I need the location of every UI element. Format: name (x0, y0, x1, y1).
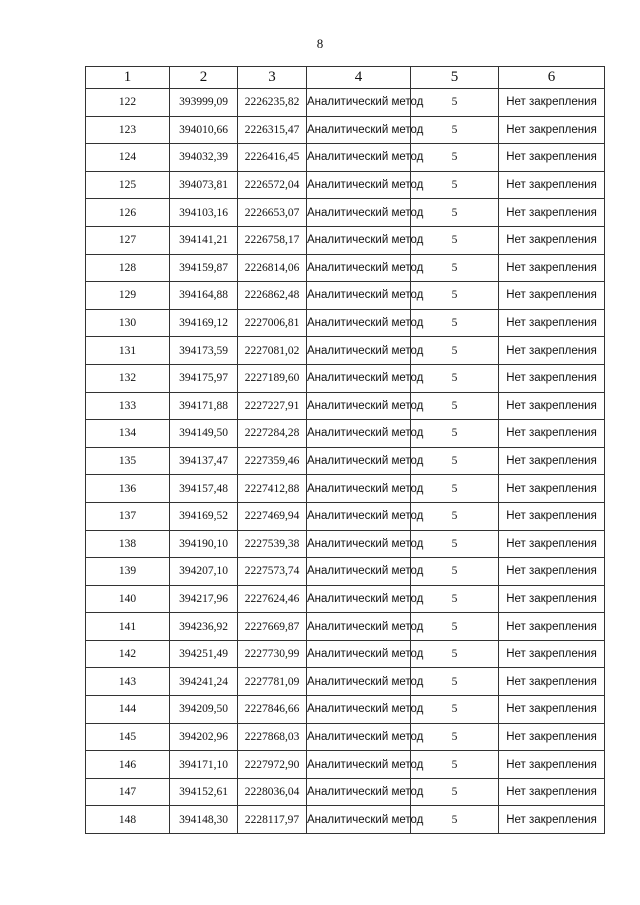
point-number-cell: 146 (86, 751, 170, 779)
x-coordinate-cell: 394152,61 (170, 778, 238, 806)
method-cell: Аналитический метод (307, 337, 411, 365)
fixation-cell: Нет закрепления (499, 613, 605, 641)
column-header: 6 (499, 67, 605, 89)
y-coordinate-cell: 2226758,17 (238, 226, 307, 254)
point-number-cell: 127 (86, 226, 170, 254)
y-coordinate-cell: 2226416,45 (238, 144, 307, 172)
accuracy-cell: 5 (411, 337, 499, 365)
y-coordinate-cell: 2227624,46 (238, 585, 307, 613)
method-cell: Аналитический метод (307, 640, 411, 668)
table-row (86, 309, 605, 337)
table-row (86, 668, 605, 696)
fixation-cell: Нет закрепления (499, 116, 605, 144)
point-number-cell: 148 (86, 806, 170, 834)
table-row (86, 116, 605, 144)
x-coordinate-cell: 394241,24 (170, 668, 238, 696)
accuracy-cell: 5 (411, 613, 499, 641)
x-coordinate-cell: 394169,52 (170, 502, 238, 530)
table-row (86, 171, 605, 199)
y-coordinate-cell: 2227781,09 (238, 668, 307, 696)
table-row (86, 89, 605, 117)
table-row (86, 806, 605, 834)
accuracy-cell: 5 (411, 116, 499, 144)
method-cell: Аналитический метод (307, 364, 411, 392)
table-row (86, 613, 605, 641)
point-number-cell: 142 (86, 640, 170, 668)
method-cell: Аналитический метод (307, 668, 411, 696)
point-number-cell: 147 (86, 778, 170, 806)
y-coordinate-cell: 2227730,99 (238, 640, 307, 668)
y-coordinate-cell: 2227539,38 (238, 530, 307, 558)
method-cell: Аналитический метод (307, 723, 411, 751)
point-number-cell: 137 (86, 502, 170, 530)
y-coordinate-cell: 2226315,47 (238, 116, 307, 144)
method-cell: Аналитический метод (307, 420, 411, 448)
fixation-cell: Нет закрепления (499, 309, 605, 337)
method-cell: Аналитический метод (307, 392, 411, 420)
fixation-cell: Нет закрепления (499, 668, 605, 696)
x-coordinate-cell: 394148,30 (170, 806, 238, 834)
x-coordinate-cell: 394236,92 (170, 613, 238, 641)
table-row (86, 254, 605, 282)
accuracy-cell: 5 (411, 171, 499, 199)
y-coordinate-cell: 2226235,82 (238, 89, 307, 117)
accuracy-cell: 5 (411, 778, 499, 806)
point-number-cell: 134 (86, 420, 170, 448)
y-coordinate-cell: 2227412,88 (238, 475, 307, 503)
fixation-cell: Нет закрепления (499, 447, 605, 475)
x-coordinate-cell: 394149,50 (170, 420, 238, 448)
x-coordinate-cell: 394164,88 (170, 282, 238, 310)
point-number-cell: 124 (86, 144, 170, 172)
x-coordinate-cell: 394073,81 (170, 171, 238, 199)
accuracy-cell: 5 (411, 502, 499, 530)
point-number-cell: 144 (86, 696, 170, 724)
fixation-cell: Нет закрепления (499, 226, 605, 254)
point-number-cell: 138 (86, 530, 170, 558)
accuracy-cell: 5 (411, 420, 499, 448)
accuracy-cell: 5 (411, 696, 499, 724)
x-coordinate-cell: 394202,96 (170, 723, 238, 751)
point-number-cell: 122 (86, 89, 170, 117)
x-coordinate-cell: 394209,50 (170, 696, 238, 724)
accuracy-cell: 5 (411, 640, 499, 668)
table-row (86, 502, 605, 530)
fixation-cell: Нет закрепления (499, 282, 605, 310)
table-row (86, 144, 605, 172)
x-coordinate-cell: 394171,88 (170, 392, 238, 420)
x-coordinate-cell: 394251,49 (170, 640, 238, 668)
fixation-cell: Нет закрепления (499, 696, 605, 724)
y-coordinate-cell: 2228117,97 (238, 806, 307, 834)
x-coordinate-cell: 394190,10 (170, 530, 238, 558)
column-header: 3 (238, 67, 307, 89)
x-coordinate-cell: 394171,10 (170, 751, 238, 779)
point-number-cell: 125 (86, 171, 170, 199)
method-cell: Аналитический метод (307, 226, 411, 254)
x-coordinate-cell: 394141,21 (170, 226, 238, 254)
method-cell: Аналитический метод (307, 585, 411, 613)
table-row (86, 282, 605, 310)
column-header: 2 (170, 67, 238, 89)
accuracy-cell: 5 (411, 199, 499, 227)
y-coordinate-cell: 2227868,03 (238, 723, 307, 751)
point-number-cell: 145 (86, 723, 170, 751)
method-cell: Аналитический метод (307, 282, 411, 310)
x-coordinate-cell: 394173,59 (170, 337, 238, 365)
fixation-cell: Нет закрепления (499, 530, 605, 558)
accuracy-cell: 5 (411, 226, 499, 254)
x-coordinate-cell: 394103,16 (170, 199, 238, 227)
table-row (86, 364, 605, 392)
accuracy-cell: 5 (411, 447, 499, 475)
y-coordinate-cell: 2227227,91 (238, 392, 307, 420)
x-coordinate-cell: 394169,12 (170, 309, 238, 337)
y-coordinate-cell: 2226572,04 (238, 171, 307, 199)
point-number-cell: 135 (86, 447, 170, 475)
accuracy-cell: 5 (411, 144, 499, 172)
fixation-cell: Нет закрепления (499, 778, 605, 806)
fixation-cell: Нет закрепления (499, 364, 605, 392)
method-cell: Аналитический метод (307, 502, 411, 530)
table-body (86, 89, 605, 834)
table-row (86, 723, 605, 751)
accuracy-cell: 5 (411, 530, 499, 558)
table-row (86, 475, 605, 503)
point-number-cell: 128 (86, 254, 170, 282)
fixation-cell: Нет закрепления (499, 558, 605, 586)
fixation-cell: Нет закрепления (499, 171, 605, 199)
x-coordinate-cell: 394010,66 (170, 116, 238, 144)
y-coordinate-cell: 2227469,94 (238, 502, 307, 530)
fixation-cell: Нет закрепления (499, 337, 605, 365)
point-number-cell: 136 (86, 475, 170, 503)
method-cell: Аналитический метод (307, 558, 411, 586)
table-row (86, 530, 605, 558)
y-coordinate-cell: 2226653,07 (238, 199, 307, 227)
column-header: 1 (86, 67, 170, 89)
fixation-cell: Нет закрепления (499, 806, 605, 834)
point-number-cell: 123 (86, 116, 170, 144)
x-coordinate-cell: 394217,96 (170, 585, 238, 613)
accuracy-cell: 5 (411, 668, 499, 696)
fixation-cell: Нет закрепления (499, 585, 605, 613)
fixation-cell: Нет закрепления (499, 475, 605, 503)
point-number-cell: 143 (86, 668, 170, 696)
method-cell: Аналитический метод (307, 309, 411, 337)
point-number-cell: 132 (86, 364, 170, 392)
fixation-cell: Нет закрепления (499, 751, 605, 779)
point-number-cell: 131 (86, 337, 170, 365)
fixation-cell: Нет закрепления (499, 392, 605, 420)
accuracy-cell: 5 (411, 585, 499, 613)
y-coordinate-cell: 2227573,74 (238, 558, 307, 586)
method-cell: Аналитический метод (307, 475, 411, 503)
method-cell: Аналитический метод (307, 116, 411, 144)
fixation-cell: Нет закрепления (499, 89, 605, 117)
y-coordinate-cell: 2227081,02 (238, 337, 307, 365)
point-number-cell: 130 (86, 309, 170, 337)
x-coordinate-cell: 393999,09 (170, 89, 238, 117)
table-row (86, 447, 605, 475)
point-number-cell: 140 (86, 585, 170, 613)
point-number-cell: 129 (86, 282, 170, 310)
y-coordinate-cell: 2228036,04 (238, 778, 307, 806)
method-cell: Аналитический метод (307, 530, 411, 558)
coordinates-table (85, 66, 605, 834)
accuracy-cell: 5 (411, 364, 499, 392)
point-number-cell: 139 (86, 558, 170, 586)
point-number-cell: 126 (86, 199, 170, 227)
table-row (86, 696, 605, 724)
accuracy-cell: 5 (411, 254, 499, 282)
method-cell: Аналитический метод (307, 447, 411, 475)
table-row (86, 420, 605, 448)
fixation-cell: Нет закрепления (499, 199, 605, 227)
accuracy-cell: 5 (411, 751, 499, 779)
column-header: 5 (411, 67, 499, 89)
method-cell: Аналитический метод (307, 696, 411, 724)
method-cell: Аналитический метод (307, 613, 411, 641)
method-cell: Аналитический метод (307, 144, 411, 172)
y-coordinate-cell: 2227846,66 (238, 696, 307, 724)
y-coordinate-cell: 2227189,60 (238, 364, 307, 392)
accuracy-cell: 5 (411, 89, 499, 117)
table-row (86, 199, 605, 227)
x-coordinate-cell: 394207,10 (170, 558, 238, 586)
fixation-cell: Нет закрепления (499, 420, 605, 448)
method-cell: Аналитический метод (307, 806, 411, 834)
y-coordinate-cell: 2227006,81 (238, 309, 307, 337)
x-coordinate-cell: 394157,48 (170, 475, 238, 503)
accuracy-cell: 5 (411, 392, 499, 420)
x-coordinate-cell: 394032,39 (170, 144, 238, 172)
accuracy-cell: 5 (411, 723, 499, 751)
x-coordinate-cell: 394175,97 (170, 364, 238, 392)
table-row (86, 558, 605, 586)
table-row (86, 751, 605, 779)
y-coordinate-cell: 2226814,06 (238, 254, 307, 282)
x-coordinate-cell: 394159,87 (170, 254, 238, 282)
accuracy-cell: 5 (411, 282, 499, 310)
fixation-cell: Нет закрепления (499, 723, 605, 751)
method-cell: Аналитический метод (307, 89, 411, 117)
table-row (86, 778, 605, 806)
column-header: 4 (307, 67, 411, 89)
y-coordinate-cell: 2227669,87 (238, 613, 307, 641)
table-row (86, 585, 605, 613)
fixation-cell: Нет закрепления (499, 502, 605, 530)
accuracy-cell: 5 (411, 309, 499, 337)
accuracy-cell: 5 (411, 475, 499, 503)
table-row (86, 226, 605, 254)
fixation-cell: Нет закрепления (499, 640, 605, 668)
table-row (86, 640, 605, 668)
table-row (86, 392, 605, 420)
fixation-cell: Нет закрепления (499, 144, 605, 172)
accuracy-cell: 5 (411, 558, 499, 586)
y-coordinate-cell: 2226862,48 (238, 282, 307, 310)
method-cell: Аналитический метод (307, 199, 411, 227)
y-coordinate-cell: 2227284,28 (238, 420, 307, 448)
fixation-cell: Нет закрепления (499, 254, 605, 282)
point-number-cell: 133 (86, 392, 170, 420)
page-number: 8 (316, 36, 324, 51)
table-header-row (86, 67, 605, 89)
point-number-cell: 141 (86, 613, 170, 641)
y-coordinate-cell: 2227359,46 (238, 447, 307, 475)
method-cell: Аналитический метод (307, 751, 411, 779)
accuracy-cell: 5 (411, 806, 499, 834)
method-cell: Аналитический метод (307, 778, 411, 806)
table-row (86, 337, 605, 365)
x-coordinate-cell: 394137,47 (170, 447, 238, 475)
method-cell: Аналитический метод (307, 254, 411, 282)
y-coordinate-cell: 2227972,90 (238, 751, 307, 779)
method-cell: Аналитический метод (307, 171, 411, 199)
